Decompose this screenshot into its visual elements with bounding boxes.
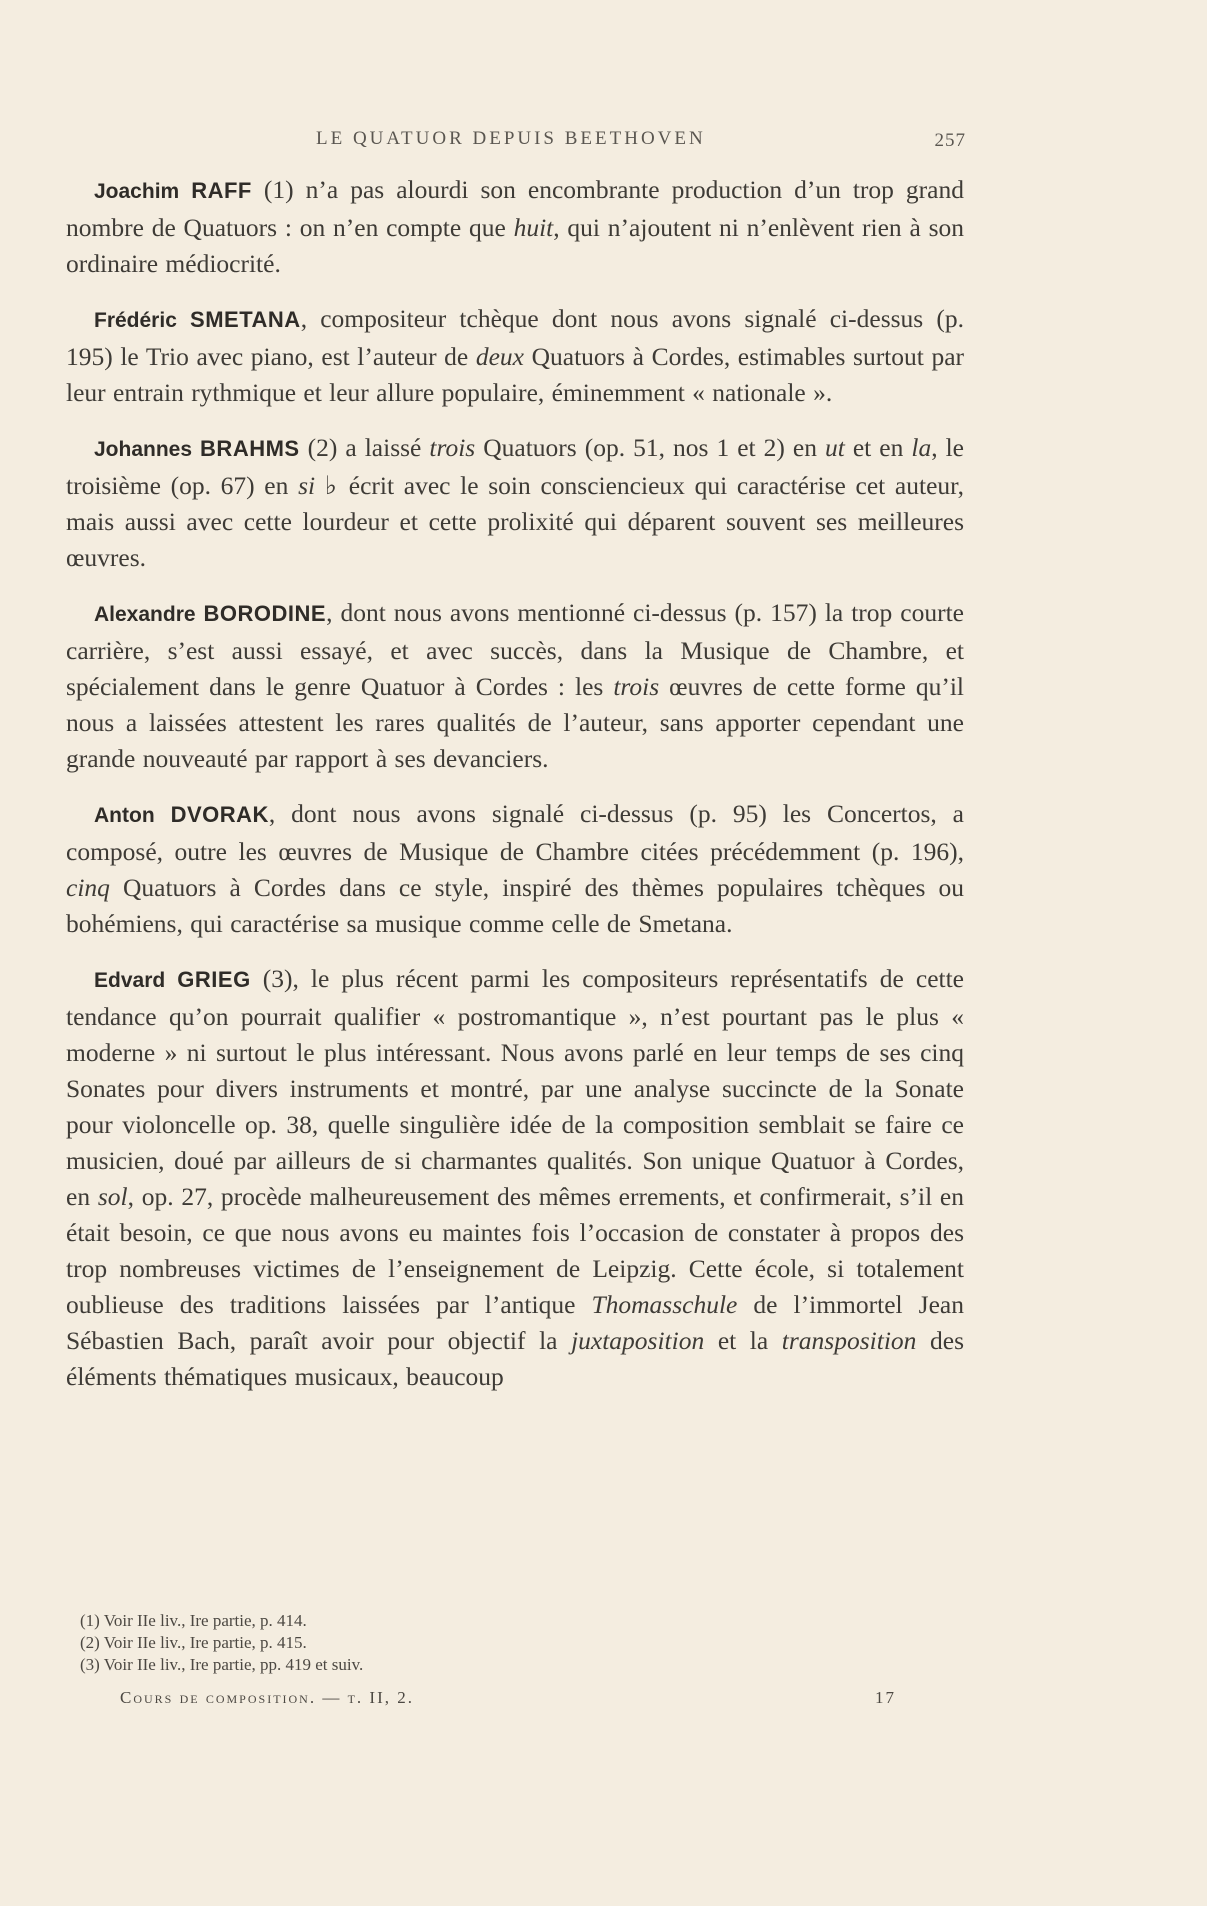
- italic-text: juxtaposition: [571, 1326, 705, 1355]
- italic-text: deux: [475, 342, 524, 371]
- composer-last-name: SMETANA: [190, 307, 301, 332]
- text-run: écrit avec le soin consciencieux qui caractérise cet auteur, mais aussi avec cette lourdeur et cette prolixité qui déparent souvent ses meilleures œuvres.: [66, 471, 964, 572]
- paragraph-text: [66, 964, 964, 1391]
- footnote: (2) Voir IIe liv., Ire partie, p. 415.: [80, 1633, 307, 1652]
- italic-text: huit: [513, 213, 554, 242]
- composer-first-name: Edvard: [94, 969, 166, 992]
- text-run: , qui n’ajoutent ni n’enlèvent rien à son ordinaire médiocrité.: [66, 213, 964, 278]
- italic-text: trois: [429, 433, 476, 462]
- page-number: 257: [934, 130, 966, 151]
- paragraph-brahms: [66, 430, 964, 576]
- text-run: , dont nous avons mentionné ci-dessus (p. 157) la trop courte carrière, s’est aussi essayé, et avec succès, dans la Musique de Chambre, et spécialement dans le genre Quatuor à Cordes : les: [66, 598, 964, 701]
- paragraph-raff: [66, 172, 964, 282]
- paragraph-text: [66, 598, 964, 773]
- italic-text: cinq: [66, 873, 110, 902]
- text-run: , compositeur tchèque dont nous avons signalé ci-dessus (p. 195) le Trio avec piano, est l’auteur de: [66, 304, 964, 371]
- paragraph-dvorak: [66, 796, 964, 942]
- text-run: Quatuors à Cordes dans ce style, inspiré des thèmes populaires tchèques ou bohémiens, qui caractérise sa musique comme celle de Smetana.: [66, 873, 964, 938]
- text-run: des éléments thématiques musicaux, beaucoup: [66, 1326, 964, 1391]
- italic-text: si ♭: [298, 471, 340, 500]
- text-run: (2) a laissé: [299, 433, 430, 462]
- composer-last-name: BORODINE: [203, 601, 327, 626]
- composer-last-name: BRAHMS: [200, 436, 300, 461]
- italic-text: trois: [613, 672, 660, 701]
- text-run: (3), le plus récent parmi les compositeurs représentatifs de cette tendance qu’on pourrait qualifier « postromantique », n’est pourtant pas le plus « moderne » ni surtout le plus intéressant. Nous avons parlé en leur temps de ses cinq Sonates pour divers instruments et montré, par une analyse succincte de la Sonate pour violoncelle op. 38, quelle singulière idée de la composition semblait se faire ce musicien, doué par ailleurs de si charmantes qualités. Son unique Quatuor à Cordes, en: [66, 964, 964, 1211]
- italic-text: sol: [97, 1182, 128, 1211]
- signature-mark: Cours de composition. — t. II, 2.: [120, 1688, 415, 1707]
- italic-text: transposition: [781, 1326, 917, 1355]
- paragraph-borodine: [66, 595, 964, 777]
- text-run: Quatuors à Cordes, estimables surtout par leur entrain rythmique et leur allure populaire, éminemment « nationale ».: [66, 342, 965, 407]
- composer-first-name: Johannes: [94, 438, 193, 461]
- text-run: , op. 27, procède malheureusement des mêmes errements, et confirmerait, s’il en était besoin, ce que nous avons eu maintes fois l’occasion de constater à propos des trop nombreuses victimes de l’enseignement de Leipzig. Cette école, si totalement oublieuse des traditions laissées par l’antique: [66, 1182, 964, 1319]
- italic-text: la: [911, 433, 932, 462]
- signature-number: 17: [875, 1688, 896, 1707]
- text-run: œuvres de cette forme qu’il nous a laissées attestent les rares qualités de l’auteur, sans apporter cependant une grande nouveauté par rapport à ses devanciers.: [66, 672, 964, 773]
- italic-text: Thomasschule: [591, 1290, 738, 1319]
- paragraph-grieg: [66, 961, 964, 1395]
- composer-first-name: Alexandre: [94, 603, 196, 626]
- composer-first-name: Frédéric: [94, 309, 177, 332]
- composer-last-name: GRIEG: [177, 967, 251, 992]
- footnote: (1) Voir IIe liv., Ire partie, p. 414.: [80, 1611, 307, 1630]
- paragraph-smetana: [66, 301, 964, 411]
- text-run: et en: [844, 433, 912, 462]
- composer-first-name: Joachim: [94, 180, 180, 203]
- composer-last-name: RAFF: [191, 178, 252, 203]
- body-text: [66, 172, 964, 1414]
- footnote: (3) Voir IIe liv., Ire partie, pp. 419 et suiv.: [80, 1655, 364, 1674]
- composer-first-name: Anton: [94, 804, 155, 827]
- running-title: LE QUATUOR DEPUIS BEETHOVEN: [316, 128, 706, 149]
- text-run: , le troisième (op. 67) en: [66, 433, 964, 500]
- text-run: Quatuors (op. 51, nos 1 et 2) en: [475, 433, 825, 462]
- italic-text: ut: [824, 433, 845, 462]
- text-run: et la: [704, 1326, 782, 1355]
- text-run: , dont nous avons signalé ci-dessus (p. 95) les Concertos, a composé, outre les œuvres de Musique de Chambre citées précédemment (p. 196),: [66, 799, 964, 866]
- text-run: de l’immortel Jean Sébastien Bach, paraît avoir pour objectif la: [66, 1290, 964, 1355]
- composer-last-name: DVORAK: [170, 802, 269, 827]
- footnotes: [80, 1610, 960, 1676]
- text-run: (1) n’a pas alourdi son encombrante production d’un trop grand nombre de Quatuors : on n’en compte que: [66, 175, 964, 242]
